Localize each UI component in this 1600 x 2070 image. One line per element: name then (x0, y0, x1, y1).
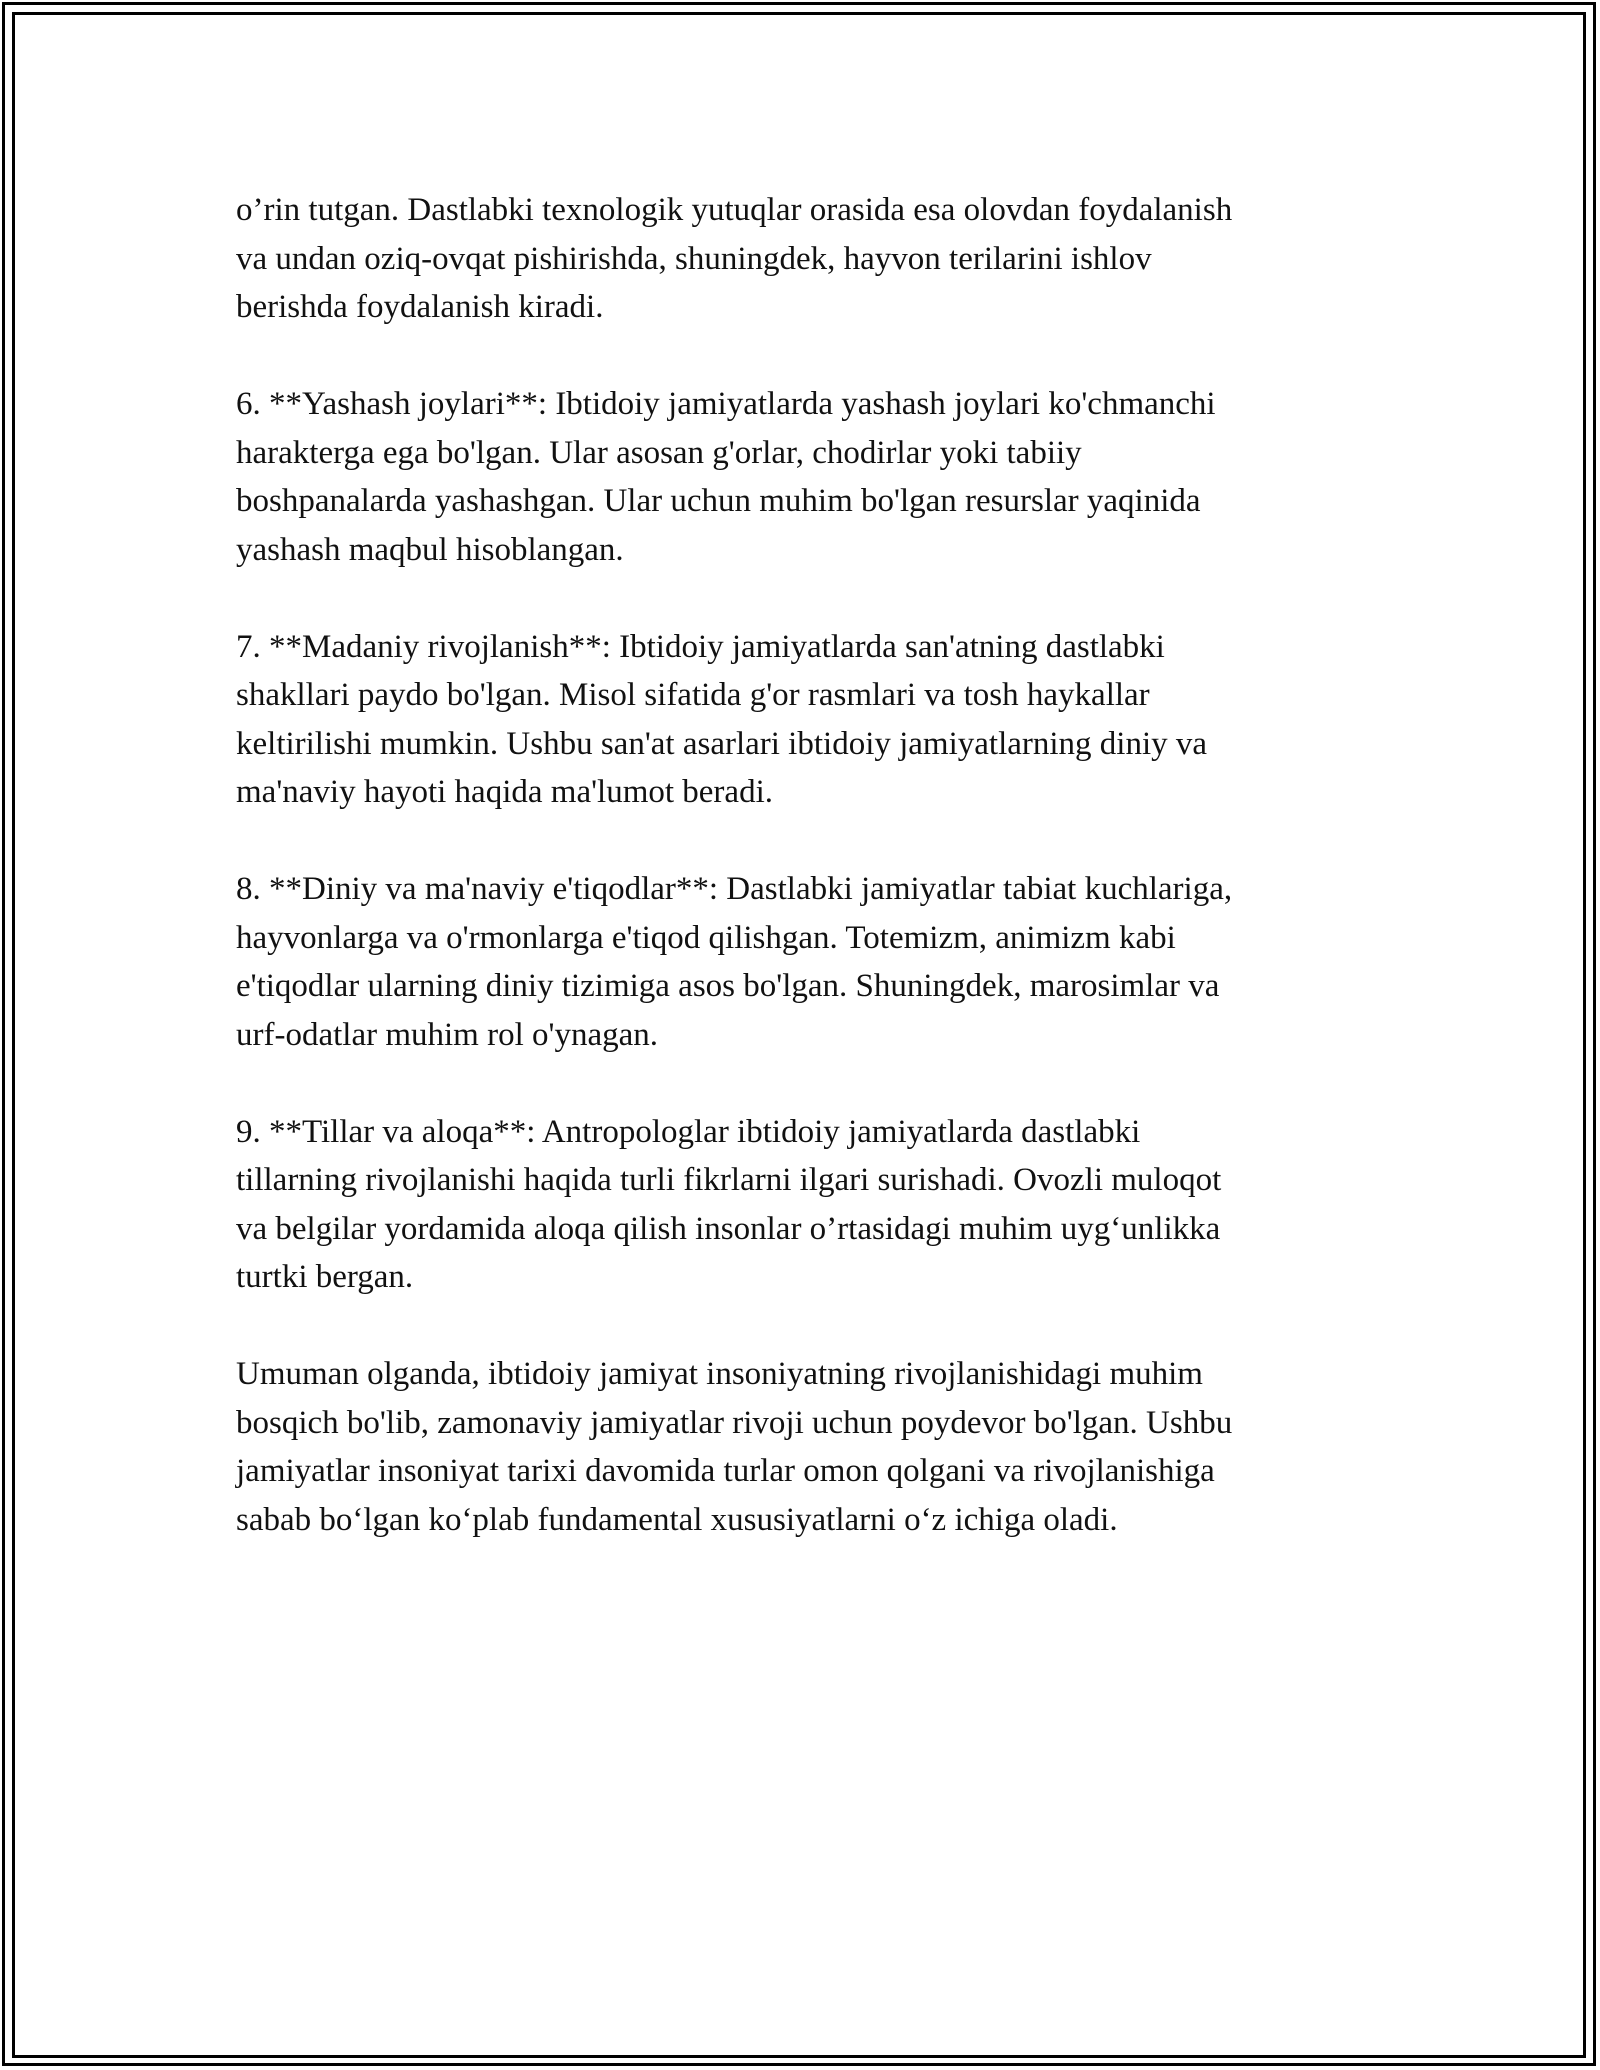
document-body (236, 186, 1386, 1593)
text-line: 7. **Madaniy rivojlanish**: Ibtidoiy jamiyatlarda san'atning dastlabki (236, 628, 1165, 665)
text-line: 6. **Yashash joylari**: Ibtidoiy jamiyatlarda yashash joylari ko'chmanchi (236, 386, 1216, 422)
text-line: e'tiqodlar ularning diniy tizimiga asos bo'lgan. Shuningdek, marosimlar va (236, 968, 1220, 1004)
text-line: va undan oziq-ovqat pishirishda, shuningdek, hayvon terilarini ishlov (236, 240, 1152, 277)
text-line: tillarning rivojlanishi haqida turli fikrlarni ilgari surishadi. Ovozli muloqot (236, 1162, 1222, 1198)
text-line: yashash maqbul hisoblangan. (236, 531, 624, 568)
text-line: keltirilishi mumkin. Ushbu san'at asarlari ibtidoiy jamiyatlarning diniy va (236, 725, 1208, 762)
paragraph-yashash-joylari (236, 380, 1386, 574)
text-line: harakterga ega bo'lgan. Ular asosan g'orlar, chodirlar yoki tabiiy (236, 434, 1082, 471)
text-line: 8. **Diniy va ma'naviy e'tiqodlar**: Dastlabki jamiyatlar tabiat kuchlariga, (236, 871, 1233, 907)
text-line: Umuman olganda, ibtidoiy jamiyat insoniyatning rivojlanishidagi muhim (236, 1356, 1203, 1392)
paragraph-conclusion (236, 1350, 1386, 1544)
text-line: hayvonlarga va o'rmonlarga e'tiqod qilishgan. Totemizm, animizm kabi (236, 919, 1176, 956)
paragraph-intro-continuation (236, 186, 1386, 332)
text-line: turtki bergan. (236, 1259, 414, 1295)
text-line: jamiyatlar insoniyat tarixi davomida turlar omon qolgani va rivojlanishiga (236, 1453, 1215, 1489)
paragraph-diniy-etiqodlar (236, 865, 1386, 1059)
text-line: o’rin tutgan. Dastlabki texnologik yutuqlar orasida esa olovdan foydalanish (236, 192, 1233, 228)
text-line: bosqich bo'lib, zamonaviy jamiyatlar rivoji uchun poydevor bo'lgan. Ushbu (236, 1404, 1233, 1441)
text-line: urf-odatlar muhim rol o'ynagan. (236, 1016, 658, 1053)
text-line: 9. **Tillar va aloqa**: Antropologlar ibtidoiy jamiyatlarda dastlabki (236, 1113, 1141, 1150)
paragraph-madaniy-rivojlanish (236, 623, 1386, 817)
text-line: sabab bo‘lgan ko‘plab fundamental xususiyatlarni o‘z ichiga oladi. (236, 1501, 1118, 1538)
text-line: ma'naviy hayoti haqida ma'lumot beradi. (236, 774, 773, 810)
text-line: va belgilar yordamida aloqa qilish insonlar o’rtasidagi muhim uyg‘unlikka (236, 1210, 1221, 1247)
text-line: berishda foydalanish kiradi. (236, 289, 604, 325)
text-line: boshpanalarda yashashgan. Ular uchun muhim bo'lgan resurslar yaqinida (236, 483, 1201, 519)
text-line: shakllari paydo bo'lgan. Misol sifatida g'or rasmlari va tosh haykallar (236, 677, 1150, 713)
paragraph-tillar-va-aloqa (236, 1108, 1386, 1302)
